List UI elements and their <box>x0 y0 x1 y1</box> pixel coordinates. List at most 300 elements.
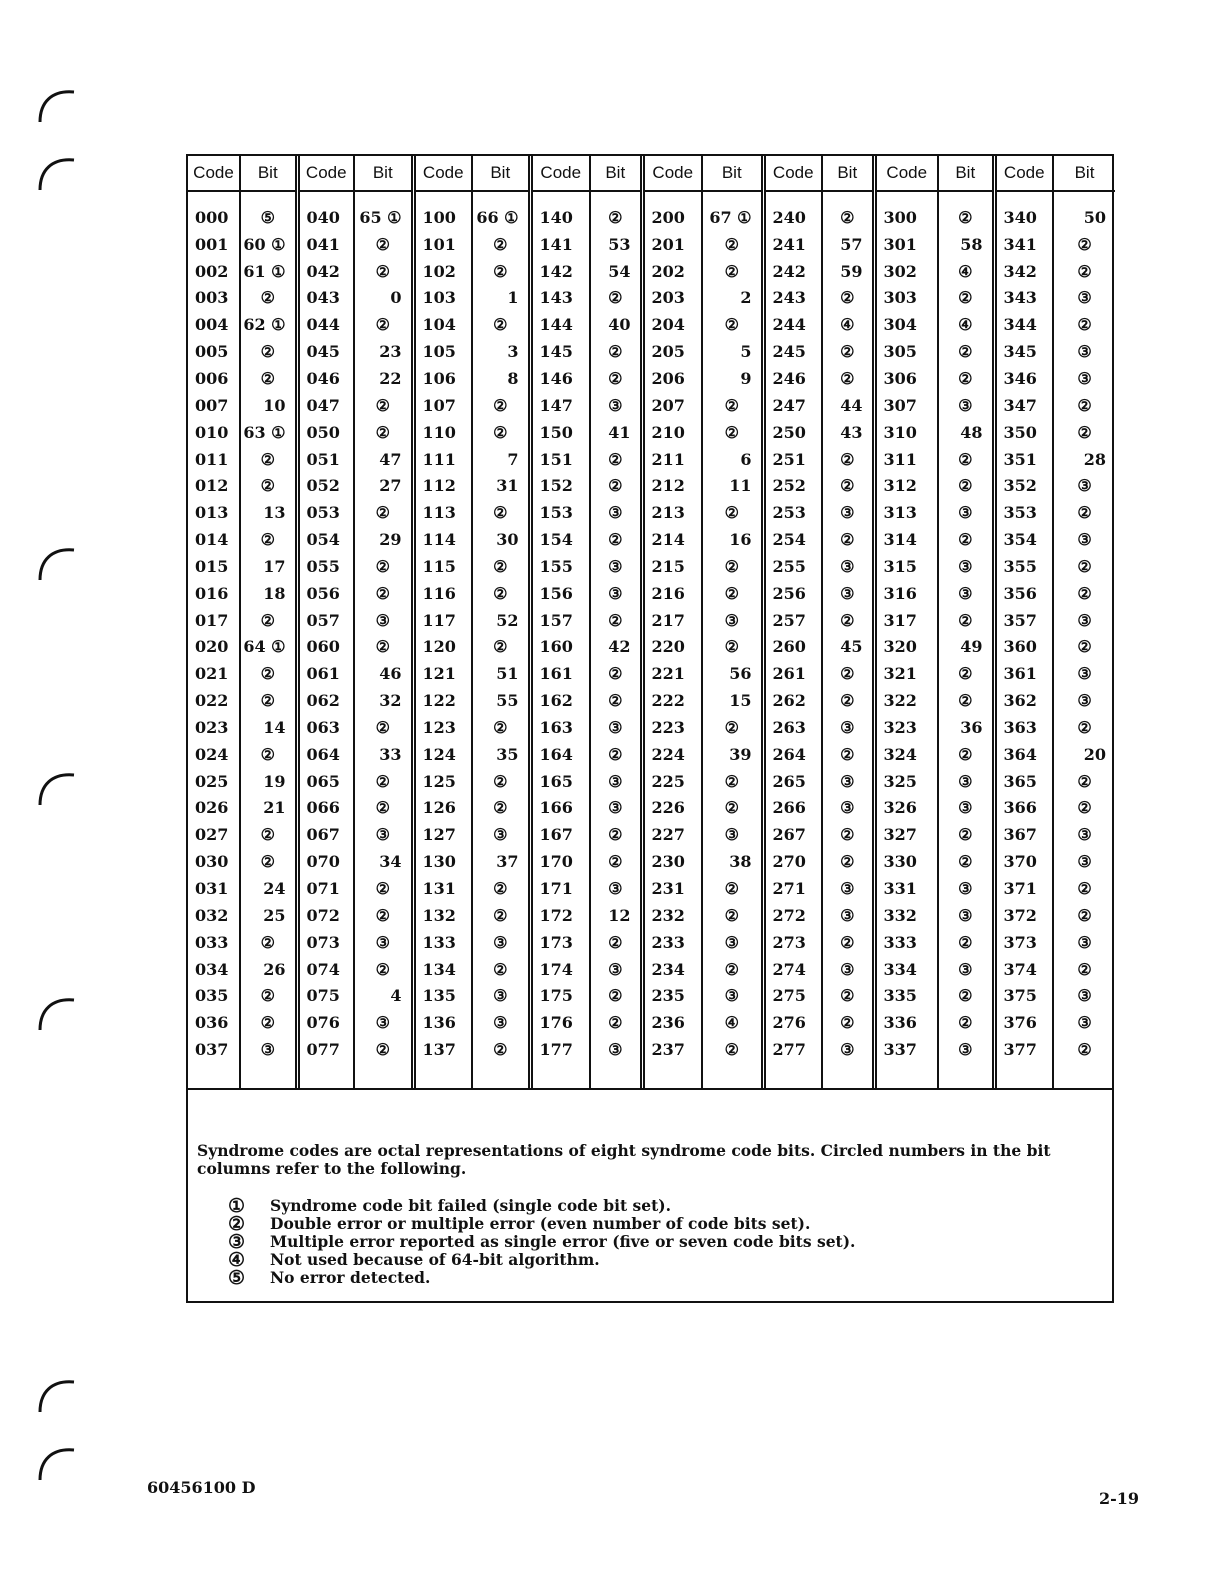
syndrome-code-cell: 362 <box>994 687 1053 714</box>
bit-value-cell: ② <box>590 365 642 392</box>
table-row <box>188 446 1115 473</box>
bit-value-cell: ② <box>240 338 297 365</box>
syndrome-code-cell: 154 <box>530 526 590 553</box>
bit-value-cell: 64 ① <box>240 634 297 661</box>
syndrome-code-cell: 314 <box>874 526 938 553</box>
bit-value-cell: ③ <box>590 795 642 822</box>
spacer-cell <box>763 1063 822 1088</box>
bit-value-cell: 54 <box>590 258 642 285</box>
bit-value-cell: ③ <box>1053 660 1115 687</box>
bit-value-cell: ② <box>822 285 874 312</box>
syndrome-code-cell: 312 <box>874 472 938 499</box>
syndrome-code-cell: 254 <box>763 526 822 553</box>
bit-value-cell: ② <box>938 821 994 848</box>
syndrome-code-cell: 275 <box>763 982 822 1009</box>
syndrome-code-cell: 147 <box>530 392 590 419</box>
syndrome-code-cell: 157 <box>530 607 590 634</box>
bit-value-cell: ③ <box>822 1036 874 1063</box>
syndrome-code-cell: 262 <box>763 687 822 714</box>
syndrome-code-cell: 347 <box>994 392 1053 419</box>
syndrome-code-cell: 171 <box>530 875 590 902</box>
syndrome-code-cell: 032 <box>195 905 229 925</box>
syndrome-code-cell: 327 <box>874 821 938 848</box>
bit-value-cell: ② <box>1053 875 1115 902</box>
syndrome-code-cell: 310 <box>874 419 938 446</box>
syndrome-code-cell: 030 <box>195 852 229 872</box>
bit-value-cell: 23 <box>354 338 413 365</box>
legend-mark: ④ <box>228 1249 246 1271</box>
bit-value-cell: ③ <box>472 982 530 1009</box>
notes-section <box>188 1088 1112 1301</box>
legend-text: No error detected. <box>270 1268 431 1287</box>
page-number: 2-19 <box>1099 1489 1140 1508</box>
syndrome-code-cell: 062 <box>297 687 354 714</box>
bit-value-cell: 62 ① <box>240 311 297 338</box>
bit-value-cell: ② <box>938 365 994 392</box>
syndrome-code-cell: 323 <box>874 714 938 741</box>
syndrome-code-cell: 247 <box>763 392 822 419</box>
syndrome-code-cell: 000 <box>195 207 229 227</box>
syndrome-code-cell: 264 <box>763 741 822 768</box>
table-row <box>188 768 1115 795</box>
table-row <box>188 204 1115 231</box>
syndrome-code-cell: 114 <box>413 526 472 553</box>
binder-hole-mark <box>34 1440 82 1488</box>
syndrome-code-cell: 356 <box>994 580 1053 607</box>
bit-value-cell: ② <box>472 419 530 446</box>
bit-value-cell: 10 <box>240 392 297 419</box>
bit-value-cell: ② <box>702 553 763 580</box>
bit-value-cell: 8 <box>472 365 530 392</box>
bit-value-cell: ② <box>1053 714 1115 741</box>
syndrome-code-cell: 212 <box>642 472 702 499</box>
bit-value-cell: ③ <box>1053 607 1115 634</box>
bit-value-cell: 6 <box>702 446 763 473</box>
table-row <box>188 338 1115 365</box>
bit-column-header: Bit <box>822 156 874 191</box>
syndrome-code-cell: 142 <box>530 258 590 285</box>
legend-item <box>228 1269 855 1287</box>
bit-value-cell: 61 ① <box>240 258 297 285</box>
bit-value-cell: 5 <box>702 338 763 365</box>
bit-value-cell: 17 <box>240 553 297 580</box>
bit-value-cell: ② <box>354 258 413 285</box>
syndrome-code-cell: 144 <box>530 311 590 338</box>
syndrome-code-cell: 014 <box>195 530 229 550</box>
syndrome-code-cell: 306 <box>874 365 938 392</box>
syndrome-code-cell: 151 <box>530 446 590 473</box>
syndrome-code-cell: 232 <box>642 902 702 929</box>
syndrome-code-cell: 136 <box>413 1009 472 1036</box>
document-number: 60456100 D <box>147 1478 256 1497</box>
syndrome-code-cell: 111 <box>413 446 472 473</box>
syndrome-code-cell: 261 <box>763 660 822 687</box>
bit-column-header: Bit <box>702 156 763 191</box>
syndrome-code-cell: 077 <box>297 1036 354 1063</box>
bit-value-cell: ② <box>938 741 994 768</box>
syndrome-code-cell: 121 <box>413 660 472 687</box>
syndrome-code-cell: 357 <box>994 607 1053 634</box>
bit-value-cell: ② <box>590 929 642 956</box>
spacer-cell <box>938 191 994 204</box>
syndrome-code-cell: 272 <box>763 902 822 929</box>
syndrome-code-cell: 005 <box>195 342 229 362</box>
syndrome-code-cell: 073 <box>297 929 354 956</box>
legend-mark: ① <box>228 1195 246 1217</box>
bit-value-cell: 59 <box>822 258 874 285</box>
syndrome-code-cell: 057 <box>297 607 354 634</box>
syndrome-code-cell: 265 <box>763 768 822 795</box>
bit-value-cell: ③ <box>938 580 994 607</box>
bit-value-cell: ② <box>822 607 874 634</box>
syndrome-code-cell: 146 <box>530 365 590 392</box>
syndrome-code-cell: 064 <box>297 741 354 768</box>
notes-intro: Syndrome codes are octal representations of eight syndrome code bits. Circled numbers in the bit columns refer to the following. <box>197 1141 1051 1178</box>
bit-value-cell: ③ <box>938 768 994 795</box>
spacer-cell <box>240 191 297 204</box>
bit-value-cell: 33 <box>354 741 413 768</box>
syndrome-code-cell: 217 <box>642 607 702 634</box>
syndrome-code-cell: 060 <box>297 634 354 661</box>
bit-value-cell: ③ <box>938 795 994 822</box>
table-row <box>188 902 1115 929</box>
syndrome-code-cell: 313 <box>874 499 938 526</box>
syndrome-code-cell: 320 <box>874 634 938 661</box>
spacer-cell <box>530 191 590 204</box>
bit-value-cell: 41 <box>590 419 642 446</box>
bit-value-cell: ② <box>590 848 642 875</box>
syndrome-code-cell: 166 <box>530 795 590 822</box>
bit-value-cell: ③ <box>822 580 874 607</box>
syndrome-code-cell: 311 <box>874 446 938 473</box>
syndrome-code-cell: 317 <box>874 607 938 634</box>
syndrome-code-cell: 305 <box>874 338 938 365</box>
syndrome-code-cell: 230 <box>642 848 702 875</box>
syndrome-code-cell: 364 <box>994 741 1053 768</box>
spacer-cell <box>763 191 822 204</box>
bit-value-cell: ② <box>240 526 297 553</box>
syndrome-code-cell: 253 <box>763 499 822 526</box>
spacer-cell <box>874 191 938 204</box>
spacer-cell <box>297 1063 354 1088</box>
syndrome-code-cell: 200 <box>642 204 702 231</box>
bit-value-cell: 49 <box>938 634 994 661</box>
bit-value-cell: ② <box>1053 553 1115 580</box>
table-row <box>188 365 1115 392</box>
syndrome-code-cell: 367 <box>994 821 1053 848</box>
syndrome-code-cell: 177 <box>530 1036 590 1063</box>
syndrome-code-cell: 152 <box>530 472 590 499</box>
bit-value-cell: ② <box>590 687 642 714</box>
bit-value-cell: ② <box>702 634 763 661</box>
bit-value-cell: 50 <box>1053 204 1115 231</box>
table-row <box>188 419 1115 446</box>
syndrome-code-cell: 332 <box>874 902 938 929</box>
table-row <box>188 795 1115 822</box>
bit-value-cell: ② <box>472 956 530 983</box>
bit-value-cell: ③ <box>472 1009 530 1036</box>
spacer-cell <box>642 1063 702 1088</box>
code-column-header: Code <box>874 156 938 191</box>
syndrome-code-cell: 112 <box>413 472 472 499</box>
syndrome-code-cell: 040 <box>297 204 354 231</box>
bit-value-cell: 66 ① <box>472 204 530 231</box>
bit-value-cell: 60 ① <box>240 231 297 258</box>
syndrome-code-cell: 036 <box>195 1013 229 1033</box>
table-row <box>188 311 1115 338</box>
bit-value-cell: ② <box>590 472 642 499</box>
bit-value-cell: ③ <box>354 1009 413 1036</box>
syndrome-code-cell: 300 <box>874 204 938 231</box>
syndrome-code-cell: 301 <box>874 231 938 258</box>
bit-value-cell: ② <box>472 231 530 258</box>
syndrome-code-cell: 020 <box>195 637 229 657</box>
syndrome-code-cell: 307 <box>874 392 938 419</box>
bit-value-cell: ③ <box>938 553 994 580</box>
bit-value-cell: ② <box>822 821 874 848</box>
bit-value-cell: ② <box>702 258 763 285</box>
syndrome-code-cell: 215 <box>642 553 702 580</box>
syndrome-code-cell: 145 <box>530 338 590 365</box>
bit-value-cell: ② <box>822 446 874 473</box>
bit-value-cell: ② <box>1053 231 1115 258</box>
bit-value-cell: ③ <box>702 607 763 634</box>
bit-value-cell: ③ <box>590 956 642 983</box>
syndrome-code-cell: 203 <box>642 285 702 312</box>
syndrome-code-table-frame <box>186 154 1114 1303</box>
syndrome-code-cell: 204 <box>642 311 702 338</box>
syndrome-code-cell: 026 <box>195 798 229 818</box>
syndrome-code-cell: 035 <box>195 986 229 1006</box>
table-row <box>188 285 1115 312</box>
syndrome-code-cell: 100 <box>413 204 472 231</box>
bit-value-cell: ② <box>822 982 874 1009</box>
syndrome-code-cell: 023 <box>195 717 229 737</box>
bit-value-cell: 53 <box>590 231 642 258</box>
syndrome-code-cell: 270 <box>763 848 822 875</box>
bit-value-cell: ② <box>354 311 413 338</box>
syndrome-code-cell: 233 <box>642 929 702 956</box>
bit-value-cell: ② <box>240 929 297 956</box>
bit-value-cell: 51 <box>472 660 530 687</box>
bit-value-cell: ③ <box>590 580 642 607</box>
bit-value-cell: ② <box>472 795 530 822</box>
bit-value-cell: ② <box>822 848 874 875</box>
syndrome-code-cell: 360 <box>994 634 1053 661</box>
syndrome-code-cell: 027 <box>195 825 229 845</box>
syndrome-code-cell: 240 <box>763 204 822 231</box>
bit-column-header: Bit <box>1053 156 1115 191</box>
bit-value-cell: ② <box>702 768 763 795</box>
syndrome-code-cell: 070 <box>297 848 354 875</box>
syndrome-code-cell: 353 <box>994 499 1053 526</box>
bit-value-cell: ③ <box>1053 821 1115 848</box>
bit-value-cell: ② <box>240 472 297 499</box>
syndrome-code-cell: 127 <box>413 821 472 848</box>
bit-value-cell: ② <box>1053 1036 1115 1063</box>
spacer-cell <box>297 191 354 204</box>
syndrome-code-cell: 237 <box>642 1036 702 1063</box>
legend-mark: ③ <box>228 1231 246 1253</box>
syndrome-code-cell: 123 <box>413 714 472 741</box>
bit-value-cell: ③ <box>472 929 530 956</box>
syndrome-code-cell: 025 <box>195 771 229 791</box>
bit-value-cell: 40 <box>590 311 642 338</box>
syndrome-code-cell: 363 <box>994 714 1053 741</box>
table-row <box>188 231 1115 258</box>
bit-value-cell: ② <box>472 714 530 741</box>
syndrome-code-cell: 007 <box>195 395 229 415</box>
syndrome-code-cell: 366 <box>994 795 1053 822</box>
bit-value-cell: ② <box>590 1009 642 1036</box>
bit-value-cell: ② <box>938 204 994 231</box>
bit-value-cell: ② <box>590 982 642 1009</box>
syndrome-code-cell: 316 <box>874 580 938 607</box>
bit-value-cell: 27 <box>354 472 413 499</box>
spacer-cell <box>188 1063 240 1088</box>
syndrome-code-cell: 054 <box>297 526 354 553</box>
syndrome-code-cell: 104 <box>413 311 472 338</box>
bit-value-cell: ② <box>354 499 413 526</box>
spacer-cell <box>702 1063 763 1088</box>
syndrome-code-cell: 235 <box>642 982 702 1009</box>
bit-value-cell: 39 <box>702 741 763 768</box>
syndrome-code-cell: 143 <box>530 285 590 312</box>
syndrome-code-cell: 107 <box>413 392 472 419</box>
binder-hole-mark <box>34 540 82 588</box>
bit-value-cell: 48 <box>938 419 994 446</box>
bit-value-cell: ② <box>938 687 994 714</box>
syndrome-code-cell: 260 <box>763 634 822 661</box>
bit-value-cell: 37 <box>472 848 530 875</box>
bit-value-cell: ② <box>354 553 413 580</box>
syndrome-code-cell: 155 <box>530 553 590 580</box>
syndrome-code-cell: 017 <box>195 610 229 630</box>
syndrome-code-cell: 012 <box>195 476 229 496</box>
bit-value-cell: ② <box>1053 634 1115 661</box>
syndrome-code-cell: 055 <box>297 553 354 580</box>
legend-text: Not used because of 64-bit algorithm. <box>270 1250 600 1269</box>
legend-text: Double error or multiple error (even number of code bits set). <box>270 1214 811 1233</box>
spacer-cell <box>874 1063 938 1088</box>
syndrome-code-cell: 225 <box>642 768 702 795</box>
bit-value-cell: ③ <box>590 875 642 902</box>
syndrome-code-cell: 063 <box>297 714 354 741</box>
legend-text: Syndrome code bit failed (single code bit set). <box>270 1196 672 1215</box>
bit-value-cell: 55 <box>472 687 530 714</box>
syndrome-code-cell: 105 <box>413 338 472 365</box>
syndrome-code-cell: 045 <box>297 338 354 365</box>
legend-list <box>228 1197 855 1287</box>
syndrome-code-cell: 251 <box>763 446 822 473</box>
syndrome-code-cell: 071 <box>297 875 354 902</box>
bit-value-cell: ② <box>472 392 530 419</box>
bit-value-cell: 47 <box>354 446 413 473</box>
bit-value-cell: ② <box>240 660 297 687</box>
bit-value-cell: ② <box>1053 768 1115 795</box>
bit-value-cell: ③ <box>702 982 763 1009</box>
bit-value-cell: 25 <box>240 902 297 929</box>
bit-value-cell: ② <box>472 875 530 902</box>
bit-value-cell: ② <box>354 768 413 795</box>
bit-value-cell: ③ <box>822 768 874 795</box>
syndrome-code-cell: 213 <box>642 499 702 526</box>
syndrome-code-cell: 365 <box>994 768 1053 795</box>
syndrome-code-cell: 126 <box>413 795 472 822</box>
syndrome-code-cell: 326 <box>874 795 938 822</box>
syndrome-code-cell: 210 <box>642 419 702 446</box>
bit-value-cell: ② <box>938 607 994 634</box>
bit-value-cell: ② <box>354 580 413 607</box>
syndrome-code-cell: 244 <box>763 311 822 338</box>
syndrome-code-cell: 206 <box>642 365 702 392</box>
bit-value-cell: ② <box>472 580 530 607</box>
syndrome-code-cell: 141 <box>530 231 590 258</box>
syndrome-code-cell: 205 <box>642 338 702 365</box>
table-row <box>188 1009 1115 1036</box>
spacer-cell <box>472 191 530 204</box>
bit-value-cell: ③ <box>1053 526 1115 553</box>
bit-value-cell: ② <box>822 687 874 714</box>
bit-value-cell: ③ <box>1053 1009 1115 1036</box>
syndrome-code-cell: 170 <box>530 848 590 875</box>
syndrome-code-cell: 156 <box>530 580 590 607</box>
syndrome-code-cell: 341 <box>994 231 1053 258</box>
syndrome-code-cell: 266 <box>763 795 822 822</box>
syndrome-code-cell: 245 <box>763 338 822 365</box>
bit-value-cell: 65 ① <box>354 204 413 231</box>
spacer-cell <box>994 191 1053 204</box>
bit-value-cell: 35 <box>472 741 530 768</box>
bit-value-cell: 24 <box>240 875 297 902</box>
bit-value-cell: ② <box>938 338 994 365</box>
syndrome-code-cell: 337 <box>874 1036 938 1063</box>
bit-value-cell: ③ <box>590 768 642 795</box>
spacer-row <box>188 1063 1115 1088</box>
bit-value-cell: ④ <box>822 311 874 338</box>
bit-value-cell: 63 ① <box>240 419 297 446</box>
syndrome-code-cell: 162 <box>530 687 590 714</box>
syndrome-code-cell: 043 <box>297 285 354 312</box>
syndrome-code-cell: 163 <box>530 714 590 741</box>
syndrome-code-cell: 042 <box>297 258 354 285</box>
syndrome-code-cell: 234 <box>642 956 702 983</box>
syndrome-code-cell: 352 <box>994 472 1053 499</box>
bit-value-cell: ② <box>702 1036 763 1063</box>
syndrome-code-cell: 221 <box>642 660 702 687</box>
bit-value-cell: ② <box>822 1009 874 1036</box>
syndrome-code-cell: 211 <box>642 446 702 473</box>
bit-value-cell: ② <box>590 338 642 365</box>
syndrome-code-cell: 072 <box>297 902 354 929</box>
spacer-cell <box>354 191 413 204</box>
bit-value-cell: ② <box>822 929 874 956</box>
table-row <box>188 687 1115 714</box>
bit-value-cell: ③ <box>1053 472 1115 499</box>
syndrome-code-cell: 220 <box>642 634 702 661</box>
code-column-header: Code <box>188 156 240 191</box>
spacer-cell <box>188 191 240 204</box>
table-row <box>188 472 1115 499</box>
bit-value-cell: ② <box>472 499 530 526</box>
bit-value-cell: ② <box>1053 311 1115 338</box>
binder-hole-mark <box>34 1372 82 1420</box>
bit-value-cell: ③ <box>1053 687 1115 714</box>
bit-value-cell: ② <box>590 741 642 768</box>
syndrome-code-cell: 052 <box>297 472 354 499</box>
syndrome-code-cell: 226 <box>642 795 702 822</box>
bit-value-cell: 19 <box>240 768 297 795</box>
